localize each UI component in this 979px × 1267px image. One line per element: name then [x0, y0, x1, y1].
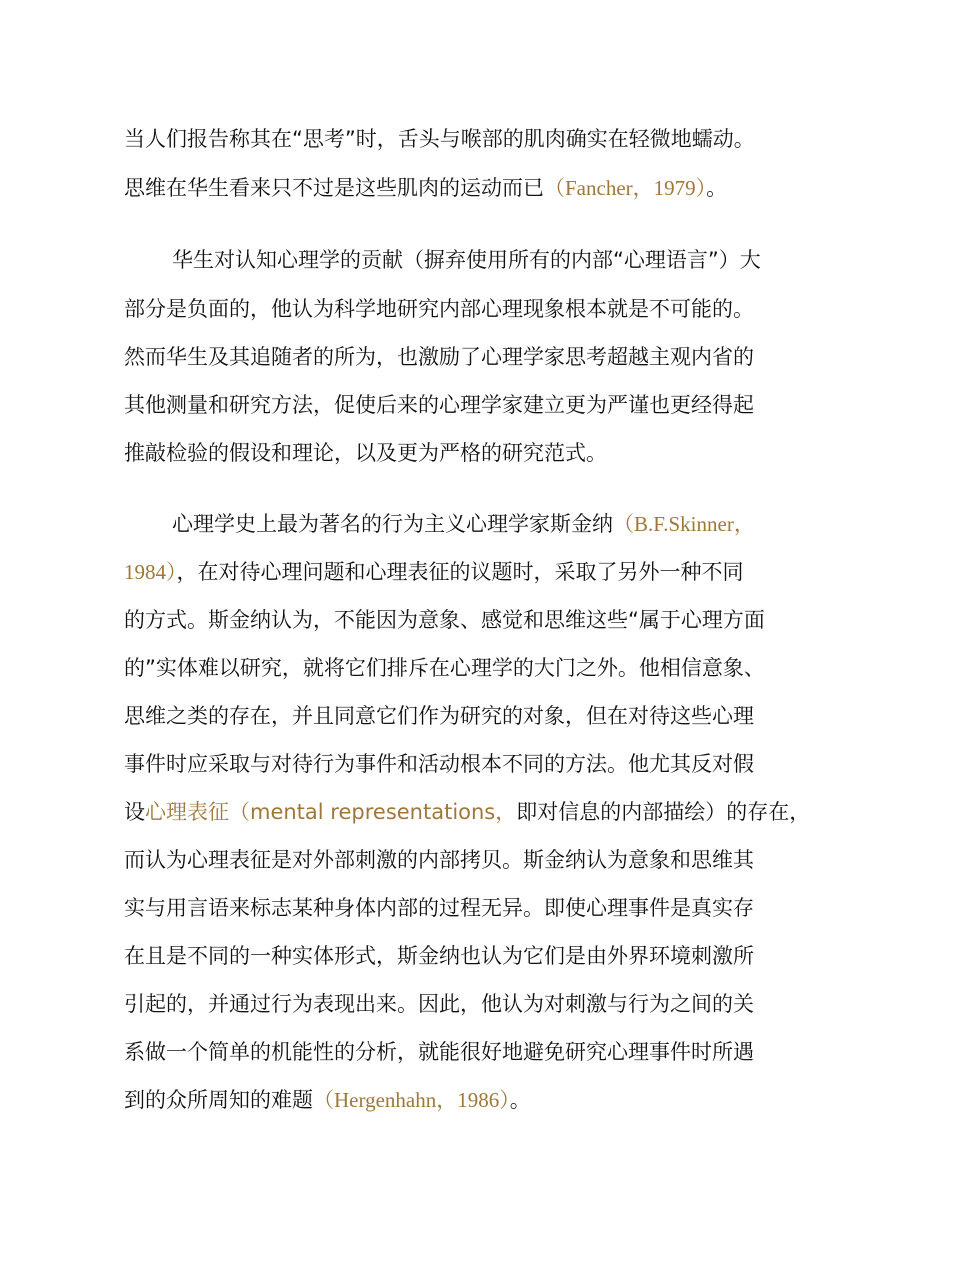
- citation: （Hergenhahn，1986）: [313, 1088, 510, 1112]
- text-segment: 思维在华生看来只不过是这些肌肉的运动而已: [124, 176, 544, 200]
- text-line: 在且是不同的一种实体形式，斯金纳也认为它们是由外界环境刺激所: [124, 944, 754, 968]
- text-line: 引起的，并通过行为表现出来。因此，他认为对刺激与行为之间的关: [124, 992, 754, 1016]
- citation: 1984）: [124, 560, 177, 584]
- text-segment: 即对信息的内部描绘）的存在，: [516, 800, 811, 824]
- text-segment: 到的众所周知的难题: [124, 1088, 313, 1112]
- text-line: 事件时应采取与对待行为事件和活动根本不同的方法。他尤其反对假: [124, 752, 754, 776]
- text-line: 然而华生及其追随者的所为，也激励了心理学家思考超越主观内省的: [124, 345, 754, 369]
- text-line: 而认为心理表征是对外部刺激的内部拷贝。斯金纳认为意象和思维其: [124, 848, 754, 872]
- text-line: 的”实体难以研究，就将它们排斥在心理学的大门之外。他相信意象、: [124, 656, 765, 680]
- text-line: [124, 1085, 531, 1115]
- text-line: 推敲检验的假设和理论，以及更为严格的研究范式。: [124, 441, 607, 465]
- text-line: 部分是负面的，他认为科学地研究内部心理现象根本就是不可能的。: [124, 297, 754, 321]
- text-line: [172, 509, 755, 539]
- text-line: [124, 557, 744, 587]
- text-line: [124, 173, 727, 203]
- text-line: 华生对认知心理学的贡献（摒弃使用所有的内部“心理语言”）大: [172, 248, 761, 272]
- text-segment: 设: [124, 800, 145, 824]
- text-line: 其他测量和研究方法，促使后来的心理学家建立更为严谨也更经得起: [124, 393, 754, 417]
- text-segment: ，在对待心理问题和心理表征的议题时，采取了另外一种不同: [176, 560, 744, 584]
- text-line: 当人们报告称其在“思考”时，舌头与喉部的肌肉确实在轻微地蠕动。: [124, 127, 755, 151]
- text-segment: 。: [706, 176, 728, 200]
- text-line: 的方式。斯金纳认为，不能因为意象、感觉和思维这些“属于心理方面: [124, 608, 765, 632]
- text-line: 思维之类的存在，并且同意它们作为研究的对象，但在对待这些心理: [124, 704, 754, 728]
- citation: （B.F.Skinner，: [613, 512, 755, 536]
- text-segment: 。: [509, 1088, 531, 1112]
- text-line: [124, 797, 810, 827]
- text-segment: 心理学史上最为著名的行为主义心理学家斯金纳: [172, 512, 613, 536]
- text-line: 实与用言语来标志某种身体内部的过程无异。即使心理事件是真实存: [124, 896, 754, 920]
- highlighted-term: 心理表征（mental representations，: [145, 800, 517, 824]
- text-line: 系做一个简单的机能性的分析，就能很好地避免研究心理事件时所遇: [124, 1040, 754, 1064]
- citation: （Fancher，1979）: [544, 176, 707, 200]
